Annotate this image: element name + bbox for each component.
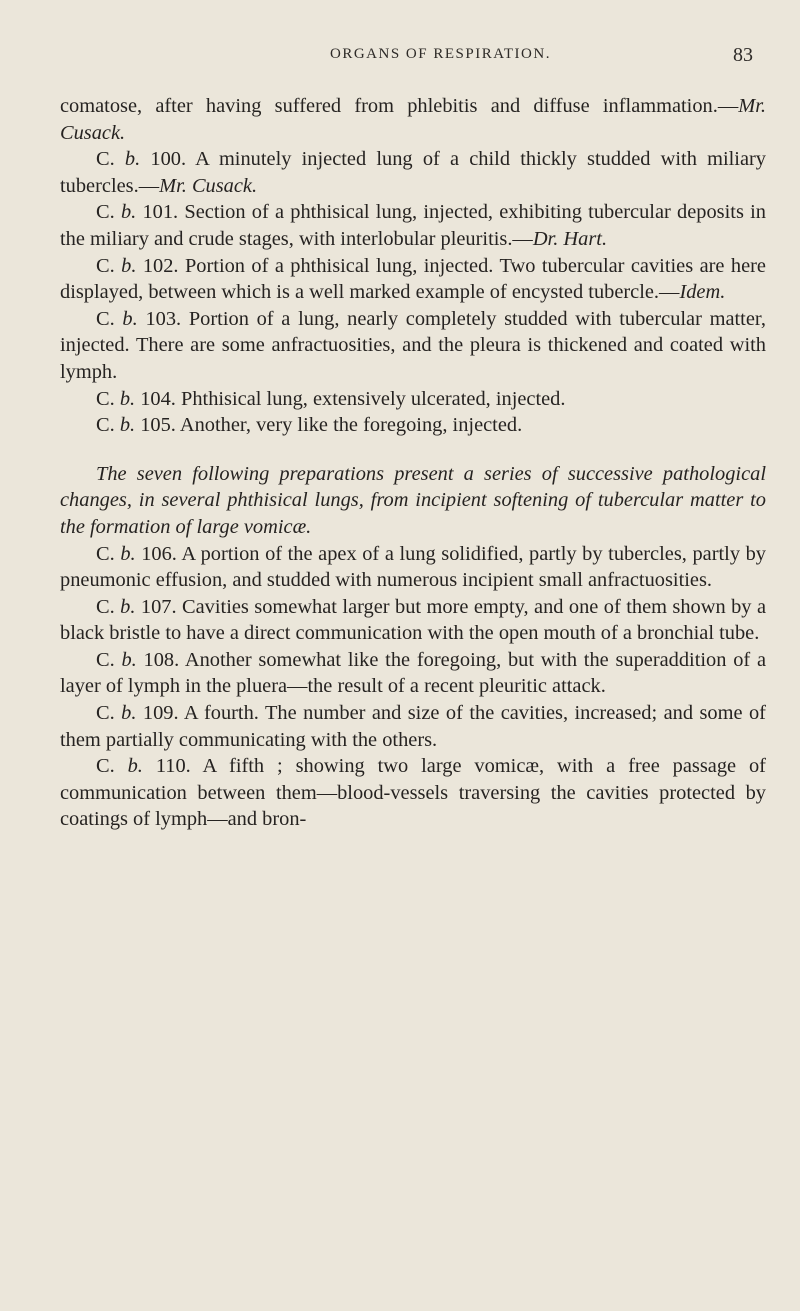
entry-label-c: C. bbox=[96, 387, 115, 410]
entry-label-b: b. bbox=[121, 648, 137, 671]
entry-label-c: C. bbox=[96, 307, 115, 330]
entry-label-b: b. bbox=[119, 414, 136, 437]
running-head bbox=[0, 44, 800, 74]
entry-text: 101. Section of a phthisical lung, injected, exhibiting tubercular deposits in the miliary and crude stages, with interlobular pleuritis.— bbox=[60, 201, 766, 250]
entry-label-c: C. bbox=[96, 702, 115, 725]
entry-text: 109. A fourth. The number and size of the cavities, increased; and some of them partially communicating with the others. bbox=[60, 702, 766, 751]
entry-text: 107. Cavities somewhat larger but more empty, and one of them shown by a black bristle to have a direct communication with the open mouth of a bronchial tube. bbox=[60, 595, 766, 645]
paragraph-text: comatose, after having suffered from phlebitis and diffuse inflammation.— bbox=[60, 95, 739, 117]
catalogue-entry bbox=[60, 306, 766, 386]
body-text bbox=[60, 93, 766, 833]
entry-label-c: C. bbox=[96, 755, 115, 778]
entry-text: 108. Another somewhat like the foregoing, but with the superaddition of a layer of lymph in the pluera—the result of a recent pleuritic attack. bbox=[60, 648, 766, 698]
entry-label-b: b. bbox=[127, 755, 143, 778]
entry-text: 103. Portion of a lung, nearly completely studded with tubercular matter, injected. There are some anfractuosities, and the pleura is thickened and coated with lymph. bbox=[60, 307, 766, 383]
entry-label-b: b. bbox=[121, 254, 137, 277]
entry-text: 102. Portion of a phthisical lung, injected. Two tubercular cavities are here displayed, between which is a well marked example of encysted tubercle.— bbox=[60, 254, 766, 304]
entry-label-c: C. bbox=[96, 148, 115, 171]
entry-label-c: C. bbox=[96, 414, 115, 437]
entry-label-c: C. bbox=[96, 595, 115, 618]
entry-label-b: b. bbox=[122, 307, 138, 330]
entry-label-b: b. bbox=[121, 702, 137, 725]
entry-text: 100. A minutely injected lung of a child thickly studded with miliary tubercles.— bbox=[60, 148, 766, 197]
entry-label-b: b. bbox=[120, 542, 136, 565]
reference: Idem. bbox=[679, 281, 726, 304]
entry-label-b: b. bbox=[124, 148, 141, 171]
catalogue-entry bbox=[60, 386, 766, 413]
catalogue-entry bbox=[60, 647, 766, 700]
reference: Mr. Cusack. bbox=[159, 174, 258, 197]
entry-label-c: C. bbox=[96, 648, 115, 671]
catalogue-entry bbox=[60, 253, 766, 306]
catalogue-entry bbox=[60, 700, 766, 753]
catalogue-entry bbox=[60, 753, 766, 833]
page-number: 83 bbox=[733, 44, 753, 66]
entry-label-b: b. bbox=[120, 595, 136, 618]
entry-text: 105. Another, very like the foregoing, injected. bbox=[140, 414, 523, 437]
catalogue-entry bbox=[60, 541, 766, 594]
entry-label-c: C. bbox=[96, 254, 115, 277]
entry-text: 110. A fifth ; showing two large vomicæ, with a free passage of communication between them—blood-vessels traversing the cavities protected by coatings of lymph—and bron- bbox=[60, 755, 766, 831]
running-title: ORGANS OF RESPIRATION. bbox=[330, 46, 551, 62]
entry-label-b: b. bbox=[119, 387, 136, 410]
paragraph bbox=[60, 93, 766, 146]
catalogue-entry bbox=[60, 199, 766, 252]
entry-label-c: C. bbox=[96, 201, 115, 224]
catalogue-entry bbox=[60, 594, 766, 647]
entry-text: 104. Phthisical lung, extensively ulcerated, injected. bbox=[140, 387, 566, 410]
section-intro: The seven following preparations present a series of successive pathological changes, in several phthisical lungs, from incipient softening of tubercular matter to the formation of large vomicæ. bbox=[60, 462, 766, 538]
catalogue-entry bbox=[60, 412, 766, 439]
entry-text: 106. A portion of the apex of a lung solidified, partly by tubercles, partly by pneumonic effusion, and studded with numerous incipient small anfractuosities. bbox=[60, 542, 766, 592]
reference: Dr. Hart. bbox=[532, 227, 608, 250]
catalogue-entry bbox=[60, 146, 766, 199]
entry-label-b: b. bbox=[120, 201, 137, 224]
reference: Mr. Cusack. bbox=[60, 95, 766, 144]
entry-label-c: C. bbox=[96, 542, 115, 565]
